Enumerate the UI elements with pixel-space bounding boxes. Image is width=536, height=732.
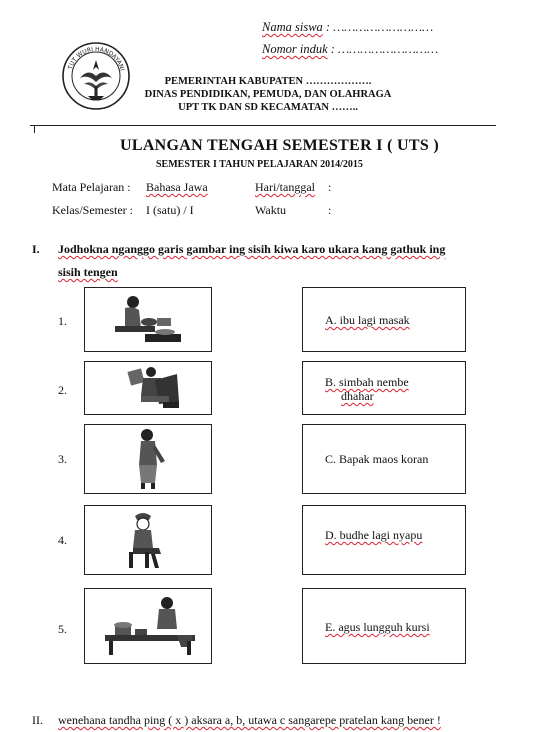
item-5-answer-box[interactable] xyxy=(302,588,466,664)
subject-label: Mata Pelajaran : xyxy=(52,180,131,194)
item-2-picture-box[interactable] xyxy=(84,361,212,415)
woman-cooking-table-icon xyxy=(85,589,211,663)
item-3-answer-box[interactable] xyxy=(302,424,466,494)
section1-instruction-line2: sisih tengen xyxy=(58,265,118,279)
exam-subtitle: SEMESTER I TAHUN PELAJARAN 2014/2015 xyxy=(156,159,363,170)
item-2-number: 2. xyxy=(58,383,67,397)
woman-standing-icon xyxy=(85,425,211,493)
item-1-answer-box[interactable] xyxy=(302,287,466,352)
agency-line-2: DINAS PENDIDIKAN, PEMUDA, DAN OLAHRAGA xyxy=(144,89,392,100)
section2-instruction: wenehana tandha ping ( x ) aksara a, b, utawa c sangarepe pratelan kang bener ! xyxy=(58,713,441,727)
section1-numeral: I. xyxy=(32,242,40,256)
item-5-number: 5. xyxy=(58,622,67,636)
item-4-picture-box[interactable] xyxy=(84,505,212,575)
woman-cooking-icon xyxy=(85,288,211,351)
subject-value: Bahasa Jawa xyxy=(146,180,208,194)
student-name-label: Nama siswa xyxy=(262,20,323,34)
header-divider xyxy=(30,125,496,126)
student-name-fill[interactable]: : ……………………… xyxy=(325,20,434,34)
student-id-label: Nomor induk xyxy=(262,42,328,56)
item-5-picture-box[interactable] xyxy=(84,588,212,664)
section1-instruction-line1: Jodhokna nganggo garis gambar ing sisih kiwa karo ukara kang gathuk ing xyxy=(58,242,446,256)
item-3-answer: C. Bapak maos koran xyxy=(325,452,429,466)
day-label: Hari/tanggal xyxy=(255,180,315,194)
boy-sitting-icon xyxy=(85,506,211,574)
exam-title: ULANGAN TENGAH SEMESTER I ( UTS ) xyxy=(120,137,439,154)
svg-text:TUT WURI HANDAYANI: TUT WURI HANDAYANI xyxy=(66,45,126,72)
item-3-number: 3. xyxy=(58,452,67,466)
section2-numeral: II. xyxy=(32,713,43,727)
day-value[interactable]: : xyxy=(328,180,332,194)
item-2-answer-line1: B. simbah nembe xyxy=(325,375,409,389)
item-2-answer-box[interactable] xyxy=(302,361,466,415)
item-5-answer: E. agus lungguh kursi xyxy=(325,620,430,634)
item-1-answer: A. ibu lagi masak xyxy=(325,313,410,327)
agency-line-1: PEMERINTAH KABUPATEN ………………. xyxy=(164,76,372,87)
item-4-answer: D. budhe lagi nyapu xyxy=(325,528,423,542)
item-1-number: 1. xyxy=(58,314,67,328)
item-3-picture-box[interactable] xyxy=(84,424,212,494)
student-id-row xyxy=(262,42,438,57)
divider-tick xyxy=(34,125,35,133)
student-name-row xyxy=(262,20,433,35)
class-label: Kelas/Semester : xyxy=(52,203,133,217)
item-4-answer-box[interactable] xyxy=(302,505,466,575)
item-1-picture-box[interactable] xyxy=(84,287,212,352)
man-reading-icon xyxy=(85,362,211,414)
time-label: Waktu xyxy=(255,203,287,217)
item-4-number: 4. xyxy=(58,533,67,547)
item-2-answer-line2: dhahar xyxy=(341,389,374,403)
student-id-fill[interactable]: : ……………………… xyxy=(330,42,439,56)
agency-line-3: UPT TK DAN SD KECAMATAN …….. xyxy=(178,102,358,113)
time-value[interactable]: : xyxy=(328,203,332,217)
class-value: I (satu) / I xyxy=(146,203,194,217)
